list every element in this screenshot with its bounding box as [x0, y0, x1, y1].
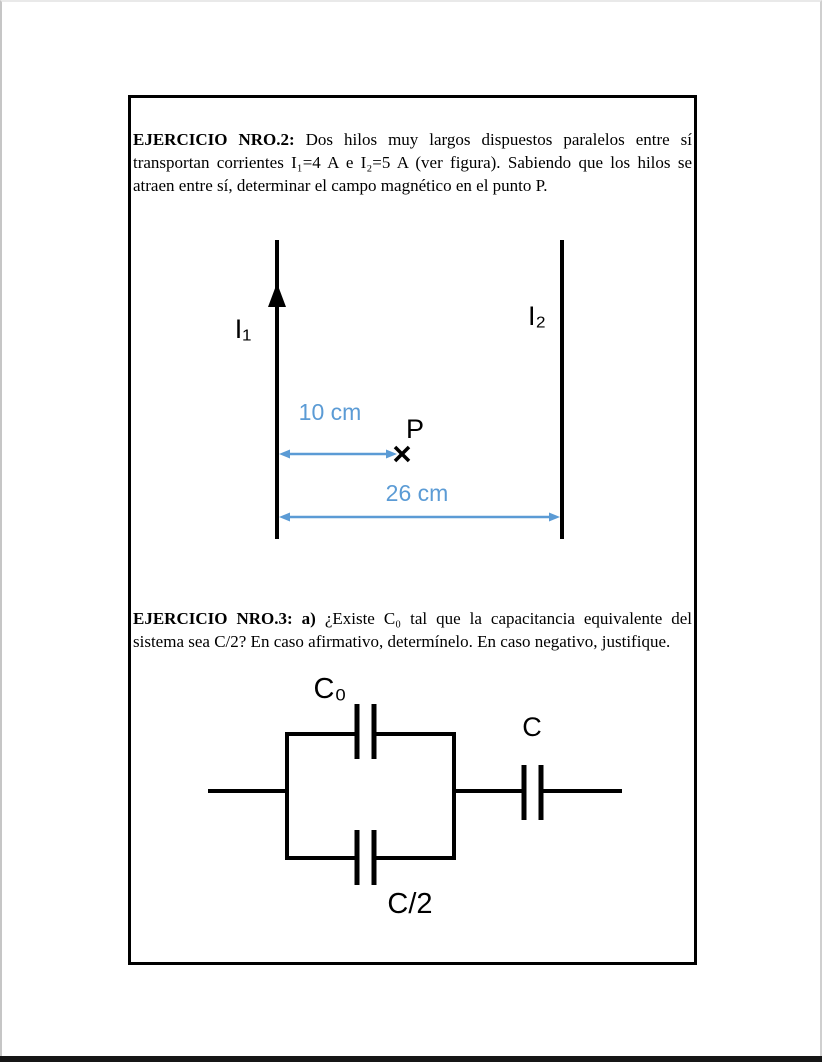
- content-frame: [128, 95, 697, 965]
- exercise2-heading: EJERCICIO NRO.2:: [133, 130, 295, 149]
- capacitor-c-half-plates: [357, 830, 374, 885]
- exercise2-line1: [133, 128, 692, 151]
- dimension-arrow-26cm-left-head-icon: [279, 513, 290, 522]
- wire-figure: [131, 238, 694, 573]
- exercise3-heading: EJERCICIO NRO.3: a): [133, 609, 316, 628]
- dimension-arrow-10cm-left-head-icon: [279, 450, 290, 459]
- capacitor-c-label: C: [522, 712, 542, 742]
- exercise2-line1-text: Dos hilos muy largos dispuestos paralelos entre sí: [305, 130, 692, 149]
- dimension-label-10cm: 10 cm: [298, 399, 362, 425]
- current-direction-arrow-icon: [268, 283, 286, 307]
- wire-i2-label: I₂: [528, 301, 546, 331]
- exercise3-line2: sistema sea C/2? En caso afirmativo, determínelo. En caso negativo, justifique.: [133, 632, 671, 651]
- exercise3-line1-text: ¿Existe C₀ tal que la capacitancia equivalente del: [324, 609, 692, 628]
- exercise3-line1: [133, 607, 692, 630]
- capacitor-c0-plates: [357, 704, 374, 759]
- page-bottom-border: [0, 1056, 822, 1062]
- dimension-arrow-26cm-right-head-icon: [549, 513, 560, 522]
- circuit-figure: [131, 668, 694, 923]
- capacitor-c-plates: [524, 765, 541, 820]
- exercise2-statement: [133, 128, 692, 197]
- dimension-arrow-10cm-right-head-icon: [386, 450, 397, 459]
- exercise3-statement: [133, 607, 692, 653]
- dimension-label-26cm: 26 cm: [385, 480, 449, 506]
- capacitor-c-half-label: C/2: [387, 888, 433, 920]
- point-p-marker: [395, 447, 409, 461]
- exercise2-line3: atraen entre sí, determinar el campo magnético en el punto P.: [133, 176, 548, 195]
- capacitor-c0-label: C₀: [313, 673, 347, 705]
- wire-i1-label: I₁: [234, 314, 252, 344]
- exercise2-line2: transportan corrientes I₁=4 A e I₂=5 A (ver figura). Sabiendo que los hilos se: [133, 153, 692, 172]
- point-p-label: P: [405, 414, 425, 444]
- parallel-loop: [285, 732, 456, 860]
